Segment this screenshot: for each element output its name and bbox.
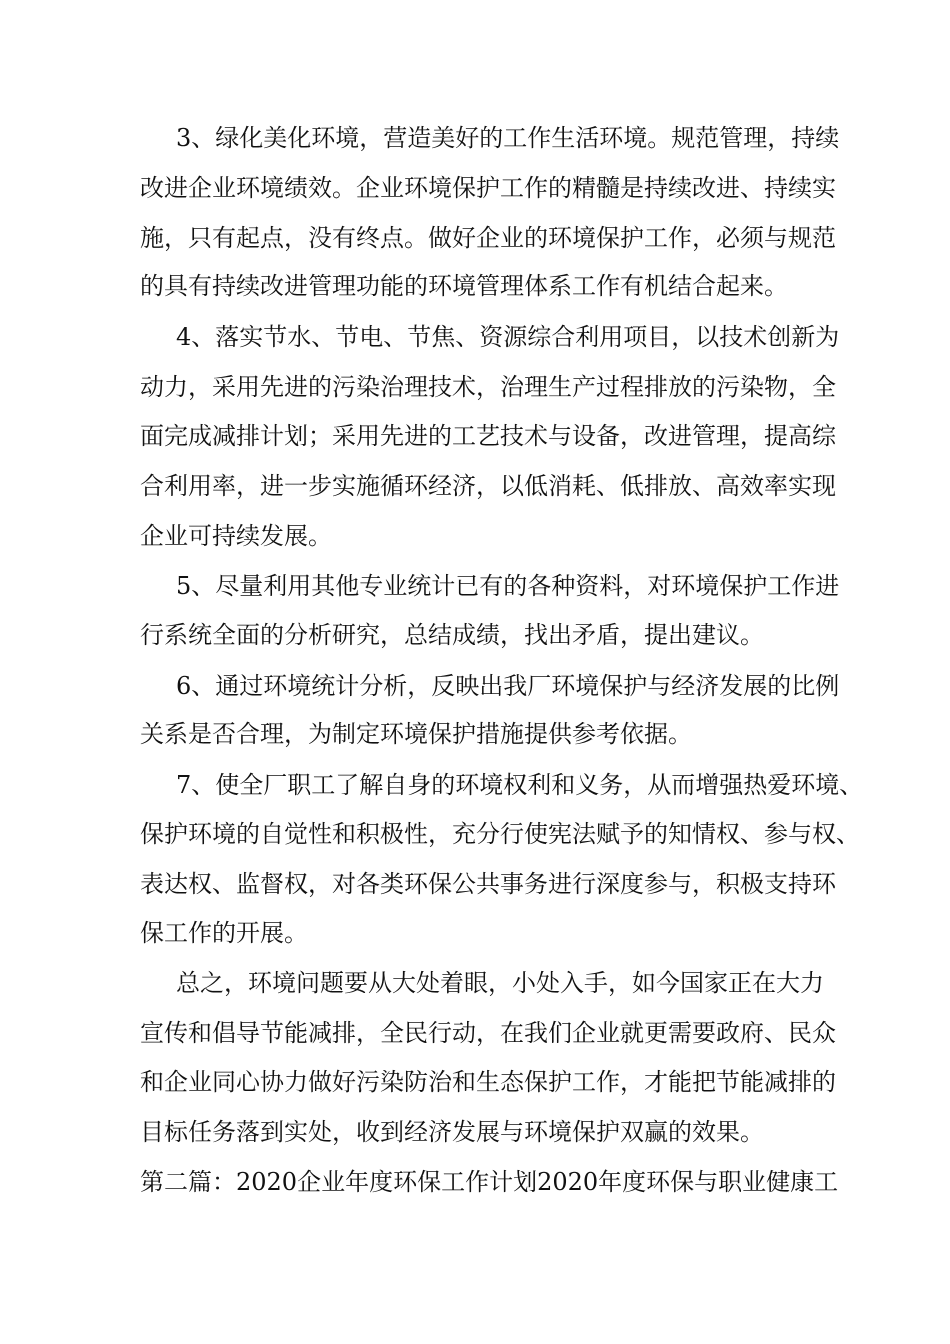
paragraph-5-line-2: 行系统全面的分析研究，总结成绩，找出矛盾，提出建议。 <box>140 621 764 649</box>
paragraph-4-line-5: 企业可持续发展。 <box>140 522 332 550</box>
paragraph-4-line-3: 面完成减排计划；采用先进的工艺技术与设备，改进管理，提高综 <box>140 422 836 450</box>
paragraph-4-line-1: 4、落实节水、节电、节焦、资源综合利用项目，以技术创新为 <box>176 323 840 351</box>
paragraph-4-line-2: 动力，采用先进的污染治理技术，治理生产过程排放的污染物，全 <box>140 373 836 401</box>
paragraph-7-line-3: 表达权、监督权，对各类环保公共事务进行深度参与，积极支持环 <box>140 870 836 898</box>
paragraph-7-line-1: 7、使全厂职工了解自身的环境权利和义务，从而增强热爱环境、 <box>176 771 864 799</box>
paragraph-6-line-2: 关系是否合理，为制定环境保护措施提供参考依据。 <box>140 720 692 748</box>
paragraph-7-line-4: 保工作的开展。 <box>140 919 308 947</box>
paragraph-3-line-1: 3、绿化美化环境，营造美好的工作生活环境。规范管理，持续 <box>176 124 840 152</box>
section-heading: 第二篇：2020企业年度环保工作计划2020年度环保与职业健康工 <box>140 1168 839 1196</box>
paragraph-3-line-2: 改进企业环境绩效。企业环境保护工作的精髓是持续改进、持续实 <box>140 174 836 202</box>
paragraph-3-line-4: 的具有持续改进管理功能的环境管理体系工作有机结合起来。 <box>140 272 788 300</box>
paragraph-7-line-2: 保护环境的自觉性和积极性，充分行使宪法赋予的知情权、参与权、 <box>140 820 860 848</box>
paragraph-4-line-4: 合利用率，进一步实施循环经济，以低消耗、低排放、高效率实现 <box>140 472 836 500</box>
paragraph-6-line-1: 6、通过环境统计分析，反映出我厂环境保护与经济发展的比例 <box>176 672 840 700</box>
summary-line-4: 目标任务落到实处，收到经济发展与环境保护双赢的效果。 <box>140 1118 764 1146</box>
summary-line-2: 宣传和倡导节能减排，全民行动，在我们企业就更需要政府、民众 <box>140 1019 836 1047</box>
paragraph-3-line-3: 施，只有起点，没有终点。做好企业的环境保护工作，必须与规范 <box>140 224 836 252</box>
summary-line-3: 和企业同心协力做好污染防治和生态保护工作，才能把节能减排的 <box>140 1068 836 1096</box>
summary-line-1: 总之，环境问题要从大处着眼，小处入手，如今国家正在大力 <box>176 969 824 997</box>
paragraph-5-line-1: 5、尽量利用其他专业统计已有的各种资料，对环境保护工作进 <box>176 572 840 600</box>
